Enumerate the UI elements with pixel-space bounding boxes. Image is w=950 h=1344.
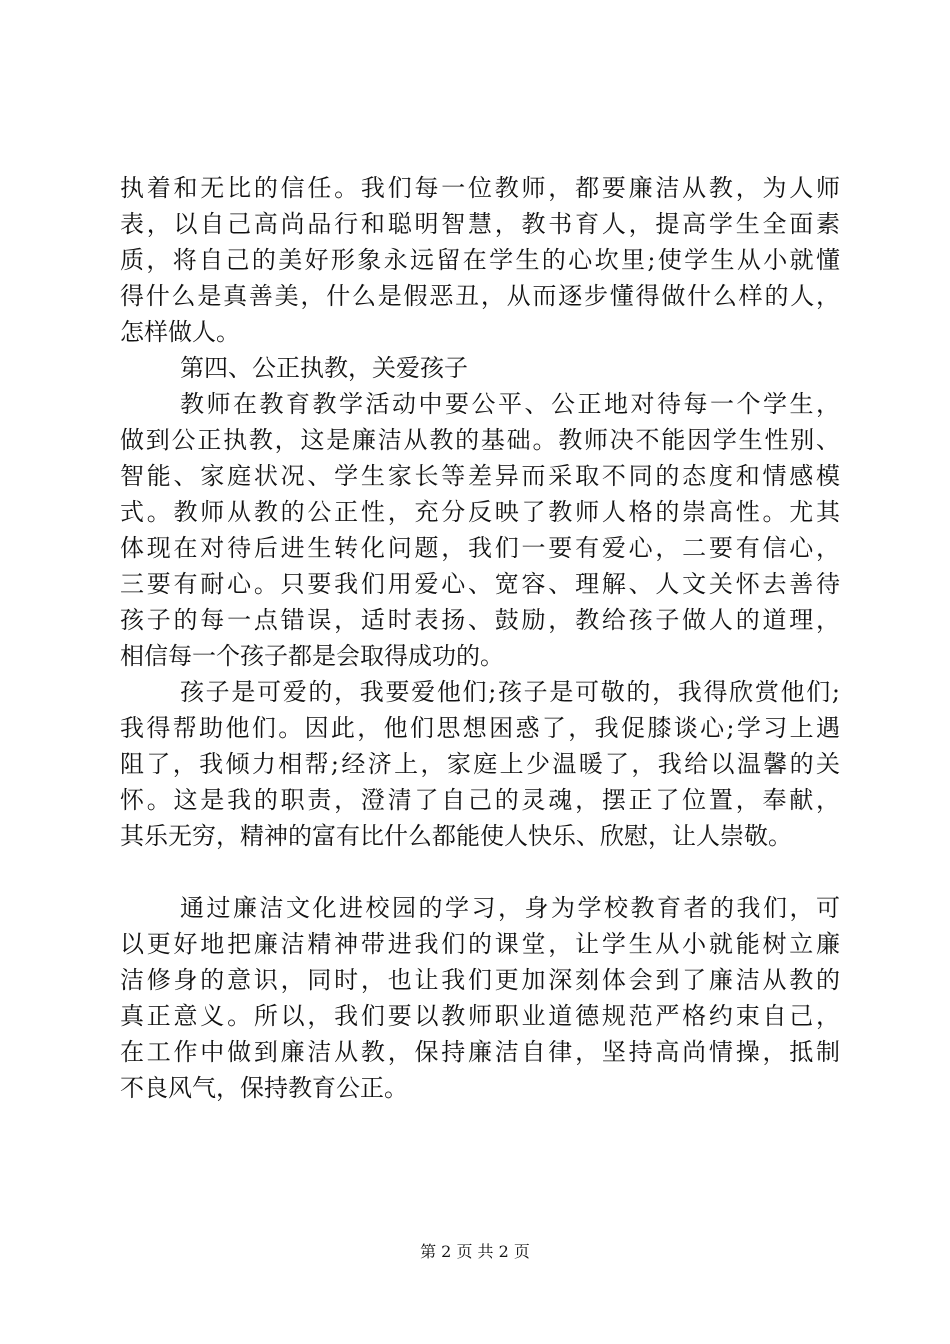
paragraph-line: 表，以自己高尚品行和聪明智慧，教书育人，提高学生全面素 (120, 210, 840, 238)
paragraph-line: 相信每一个孩子都是会取得成功的。 (120, 642, 504, 670)
paragraph-line: 做到公正执教，这是廉洁从教的基础。教师决不能因学生性别、 (120, 426, 840, 454)
paragraph-line: 怎样做人。 (120, 318, 240, 346)
paragraph-line: 教师在教育教学活动中要公平、公正地对待每一个学生， (180, 390, 840, 418)
paragraph-line: 孩子是可爱的，我要爱他们;孩子是可敬的，我得欣赏他们; (180, 678, 840, 706)
document-body (120, 170, 840, 1106)
page-footer (0, 1242, 950, 1262)
paragraph-line: 孩子的每一点错误，适时表扬、鼓励，教给孩子做人的道理， (120, 606, 840, 634)
paragraph-line: 怀。这是我的职责，澄清了自己的灵魂，摆正了位置，奉献， (120, 786, 840, 814)
paragraph-line: 阻了，我倾力相帮;经济上，家庭上少温暖了，我给以温馨的关 (120, 750, 840, 778)
paragraph-line: 其乐无穷，精神的富有比什么都能使人快乐、欣慰，让人崇敬。 (120, 822, 792, 850)
paragraph-line: 智能、家庭状况、学生家长等差异而采取不同的态度和情感模 (120, 462, 840, 490)
paragraph-line: 质，将自己的美好形象永远留在学生的心坎里;使学生从小就懂 (120, 246, 840, 274)
paragraph-line: 我得帮助他们。因此，他们思想困惑了，我促膝谈心;学习上遇 (120, 714, 840, 742)
paragraph-line: 执着和无比的信任。我们每一位教师，都要廉洁从教，为人师 (120, 174, 840, 202)
paragraph-line: 体现在对待后进生转化问题，我们一要有爱心，二要有信心， (120, 534, 840, 562)
paragraph-line: 得什么是真善美，什么是假恶丑，从而逐步懂得做什么样的人， (120, 282, 840, 310)
section-heading: 第四、公正执教，关爱孩子 (180, 354, 468, 382)
paragraph-line: 式。教师从教的公正性，充分反映了教师人格的崇高性。尤其 (120, 498, 840, 526)
page-number-label: 第 2 页 共 2 页 (420, 1242, 530, 1261)
paragraph-line: 在工作中做到廉洁从教，保持廉洁自律，坚持高尚情操，抵制 (120, 1038, 840, 1066)
paragraph-line: 三要有耐心。只要我们用爱心、宽容、理解、人文关怀去善待 (120, 570, 840, 598)
paragraph-line: 不良风气，保持教育公正。 (120, 1074, 408, 1102)
paragraph-line: 通过廉洁文化进校园的学习，身为学校教育者的我们，可 (180, 894, 840, 922)
paragraph-line: 真正意义。所以，我们要以教师职业道德规范严格约束自己， (120, 1002, 840, 1030)
paragraph-gap (120, 854, 840, 890)
paragraph-line: 以更好地把廉洁精神带进我们的课堂，让学生从小就能树立廉 (120, 930, 840, 958)
paragraph-line: 洁修身的意识，同时，也让我们更加深刻体会到了廉洁从教的 (120, 966, 840, 994)
